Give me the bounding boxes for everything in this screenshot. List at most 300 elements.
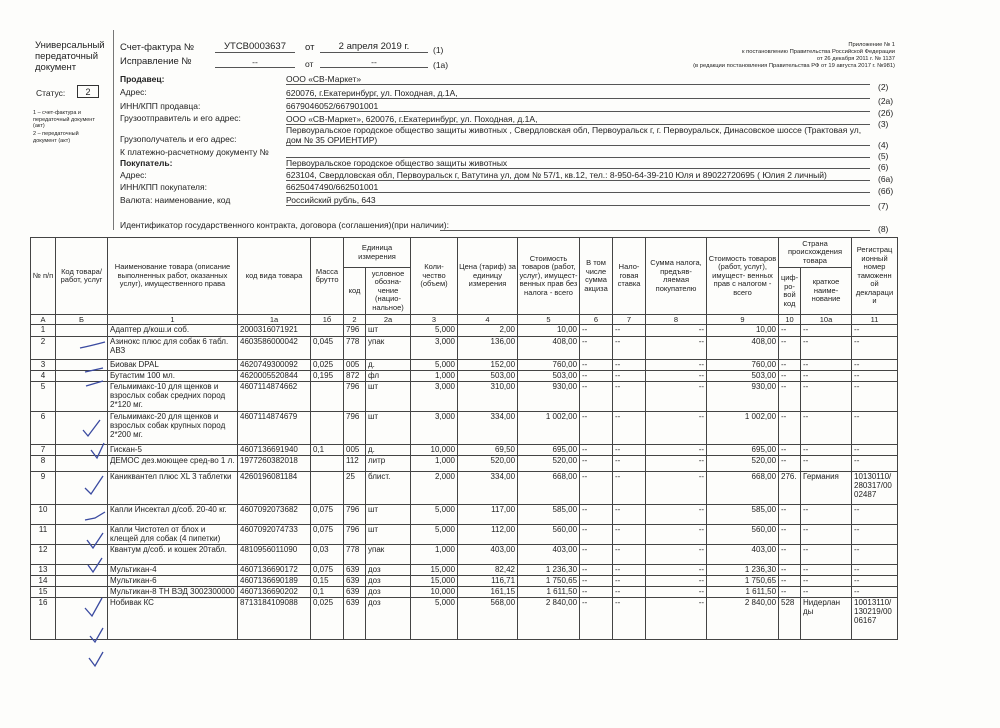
row-rate: -- bbox=[613, 360, 646, 371]
row-qty: 3,000 bbox=[411, 382, 458, 412]
correction-number: -- bbox=[215, 57, 295, 68]
shipper-label: Грузоотправитель и его адрес: bbox=[120, 113, 241, 123]
row-unit-name: шт bbox=[366, 525, 411, 545]
buyer-label: Покупатель: bbox=[120, 158, 173, 168]
buyer-value: Первоуральское городское общество защиты животных bbox=[286, 158, 870, 169]
row-cost: 1 750,65 bbox=[518, 576, 580, 587]
row-customs: -- bbox=[852, 576, 898, 587]
row-price: 69,50 bbox=[458, 445, 518, 456]
row-name: Квантум д/соб. и кошек 20табл. bbox=[108, 545, 238, 565]
row-number: 10 bbox=[31, 505, 56, 525]
row-total: 10,00 bbox=[707, 325, 779, 337]
seller-inn-label: ИНН/КПП продавца: bbox=[120, 101, 201, 111]
contract-label: Идентификатор государственного контракта, договора (соглашения)(при наличии): bbox=[120, 220, 449, 230]
table-row bbox=[31, 360, 898, 371]
row-country-code: -- bbox=[779, 382, 801, 412]
row-name: Гискан-5 bbox=[108, 445, 238, 456]
row-number: 13 bbox=[31, 565, 56, 576]
title-line-3: документ bbox=[35, 62, 77, 73]
row-gross bbox=[311, 456, 344, 472]
index-cell: 11 bbox=[852, 315, 898, 325]
row-country-name: -- bbox=[801, 360, 852, 371]
row-total: 585,00 bbox=[707, 505, 779, 525]
row-country-code: -- bbox=[779, 545, 801, 565]
row-kind: 4607114874662 bbox=[238, 382, 311, 412]
row-excise: -- bbox=[580, 472, 613, 505]
hdr-qty: Коли- чество (объем) bbox=[411, 238, 458, 315]
row-kind: 4607136691940 bbox=[238, 445, 311, 456]
row-excise: -- bbox=[580, 382, 613, 412]
row-unit-name: шт bbox=[366, 382, 411, 412]
row-unit-code: 778 bbox=[344, 545, 366, 565]
row-kind: 4260196081184 bbox=[238, 472, 311, 505]
status-note-1-line: (акт) bbox=[33, 123, 45, 129]
appendix-note bbox=[640, 42, 895, 70]
row-excise: -- bbox=[580, 505, 613, 525]
row-cost: 10,00 bbox=[518, 325, 580, 337]
row-name: Каниквантел плюс XL 3 таблетки bbox=[108, 472, 238, 505]
row-unit-name: доз bbox=[366, 565, 411, 576]
hdr-kind: код вида товара bbox=[238, 238, 311, 315]
seller-value: ООО «СВ-Маркет» bbox=[286, 74, 870, 85]
status-note-1-line: передаточный документ bbox=[33, 116, 95, 123]
row-gross: 0,075 bbox=[311, 525, 344, 545]
invoice-label: Счет-фактура № bbox=[120, 42, 195, 53]
row-qty: 15,000 bbox=[411, 565, 458, 576]
row-unit-name: литр bbox=[366, 456, 411, 472]
shipper-code: (3) bbox=[878, 119, 889, 129]
invoice-code: (1) bbox=[433, 45, 444, 55]
payment-doc-label: К платежно-расчетному документу № bbox=[120, 147, 269, 157]
row-unit-name: д. bbox=[366, 360, 411, 371]
row-country-name: Германия bbox=[801, 472, 852, 505]
row-name: Мультикан-8 ТН ВЭД 3002300000 bbox=[108, 587, 238, 598]
row-gross: 0,045 bbox=[311, 337, 344, 360]
row-total: 503,00 bbox=[707, 371, 779, 382]
status-note-2-line: 2 – передаточный bbox=[33, 131, 79, 137]
consignee-value: Первоуральское городское общество защиты животных , Свердловская обл, Первоуральск г, г. Первоуральск, Динасовское шоссе (Трактовая ул, дом № 35 ОРИЕНТИР) bbox=[286, 125, 870, 146]
row-unit-code: 872 bbox=[344, 371, 366, 382]
row-kind: 4607136690172 bbox=[238, 565, 311, 576]
buyer-inn-value: 6625047490/662501001 bbox=[286, 182, 870, 193]
hdr-country-name: краткое наиме- нование bbox=[801, 268, 852, 315]
row-cost: 408,00 bbox=[518, 337, 580, 360]
hdr-unit-group: Единица измерения bbox=[344, 238, 411, 268]
row-excise: -- bbox=[580, 445, 613, 456]
contract-code: (8) bbox=[878, 224, 889, 234]
row-code bbox=[56, 325, 108, 337]
row-customs: -- bbox=[852, 325, 898, 337]
row-country-code: -- bbox=[779, 525, 801, 545]
hdr-rate: Нало- говая ставка bbox=[613, 238, 646, 315]
table-row bbox=[31, 576, 898, 587]
document-title bbox=[35, 40, 115, 73]
index-cell: 7 bbox=[613, 315, 646, 325]
row-customs: 10130110/ 280317/00 02487 bbox=[852, 472, 898, 505]
row-rate: -- bbox=[613, 371, 646, 382]
row-customs: -- bbox=[852, 445, 898, 456]
table-row bbox=[31, 382, 898, 412]
row-rate: -- bbox=[613, 576, 646, 587]
table-row bbox=[31, 472, 898, 505]
row-number: 4 bbox=[31, 371, 56, 382]
row-qty: 5,000 bbox=[411, 325, 458, 337]
row-kind: 2000316071921 bbox=[238, 325, 311, 337]
row-qty: 5,000 bbox=[411, 505, 458, 525]
row-gross bbox=[311, 325, 344, 337]
row-cost: 1 002,00 bbox=[518, 412, 580, 445]
row-cost: 695,00 bbox=[518, 445, 580, 456]
row-unit-name: фл bbox=[366, 371, 411, 382]
row-country-name: -- bbox=[801, 412, 852, 445]
contract-value-line bbox=[440, 220, 870, 231]
row-unit-name: упак bbox=[366, 337, 411, 360]
row-unit-code: 112 bbox=[344, 456, 366, 472]
invoice-number: УТСВ0003637 bbox=[215, 42, 295, 53]
row-total: 668,00 bbox=[707, 472, 779, 505]
row-name: Гельмимакс-10 для щенков и взрослых собак средних пород 2*120 мг. bbox=[108, 382, 238, 412]
buyer-inn-label: ИНН/КПП покупателя: bbox=[120, 182, 207, 192]
row-kind: 4607092073682 bbox=[238, 505, 311, 525]
table-row bbox=[31, 587, 898, 598]
hdr-gross: Масса брутто bbox=[311, 238, 344, 315]
table-row bbox=[31, 445, 898, 456]
row-total: 760,00 bbox=[707, 360, 779, 371]
hdr-tax: Сумма налога, предъяв- ляемая покупателю bbox=[646, 238, 707, 315]
hdr-name: Наименование товара (описание выполненных работ, оказанных услуг), имущественного права bbox=[108, 238, 238, 315]
row-cost: 560,00 bbox=[518, 525, 580, 545]
row-total: 560,00 bbox=[707, 525, 779, 545]
row-price: 503,00 bbox=[458, 371, 518, 382]
table-row bbox=[31, 371, 898, 382]
row-qty: 1,000 bbox=[411, 545, 458, 565]
row-customs: -- bbox=[852, 505, 898, 525]
row-unit-code: 005 bbox=[344, 445, 366, 456]
goods-table bbox=[30, 237, 898, 640]
row-number: 9 bbox=[31, 472, 56, 505]
row-name: Азинокс плюс для собак 6 табл. АВЗ bbox=[108, 337, 238, 360]
row-price: 116,71 bbox=[458, 576, 518, 587]
title-line-1: Универсальный bbox=[35, 40, 105, 51]
row-qty: 5,000 bbox=[411, 598, 458, 640]
table-row bbox=[31, 337, 898, 360]
row-excise: -- bbox=[580, 412, 613, 445]
row-unit-code: 25 bbox=[344, 472, 366, 505]
row-gross bbox=[311, 472, 344, 505]
row-customs: -- bbox=[852, 565, 898, 576]
index-cell: Б bbox=[56, 315, 108, 325]
row-gross: 0,1 bbox=[311, 445, 344, 456]
row-qty: 1,000 bbox=[411, 456, 458, 472]
row-price: 520,00 bbox=[458, 456, 518, 472]
table-row bbox=[31, 565, 898, 576]
index-cell: 2 bbox=[344, 315, 366, 325]
row-unit-code: 796 bbox=[344, 325, 366, 337]
index-cell: А bbox=[31, 315, 56, 325]
status-value: 2 bbox=[77, 85, 99, 98]
row-total: 403,00 bbox=[707, 545, 779, 565]
index-cell: 9 bbox=[707, 315, 779, 325]
row-unit-code: 005 bbox=[344, 360, 366, 371]
row-name: Адаптер д/кош.и соб. bbox=[108, 325, 238, 337]
row-excise: -- bbox=[580, 360, 613, 371]
invoice-from-label: от bbox=[305, 42, 315, 53]
row-customs: -- bbox=[852, 360, 898, 371]
row-customs: -- bbox=[852, 525, 898, 545]
row-name: Капли Инсектал д/соб. 20-40 кг. bbox=[108, 505, 238, 525]
index-cell: 10 bbox=[779, 315, 801, 325]
row-unit-code: 796 bbox=[344, 505, 366, 525]
row-excise: -- bbox=[580, 325, 613, 337]
table-row bbox=[31, 598, 898, 640]
row-rate: -- bbox=[613, 382, 646, 412]
row-excise: -- bbox=[580, 545, 613, 565]
row-unit-code: 639 bbox=[344, 587, 366, 598]
row-rate: -- bbox=[613, 412, 646, 445]
row-name: Гельмимакс-20 для щенков и взрослых собак крупных пород 2*200 мг. bbox=[108, 412, 238, 445]
row-qty: 10,000 bbox=[411, 587, 458, 598]
row-kind: 4620005520844 bbox=[238, 371, 311, 382]
row-country-name: -- bbox=[801, 371, 852, 382]
correction-from-label: от bbox=[305, 59, 314, 69]
row-gross: 0,195 bbox=[311, 371, 344, 382]
row-kind: 1977260382018 bbox=[238, 456, 311, 472]
row-number: 12 bbox=[31, 545, 56, 565]
row-excise: -- bbox=[580, 525, 613, 545]
row-kind: 4620749300092 bbox=[238, 360, 311, 371]
seller-label: Продавец: bbox=[120, 74, 165, 84]
row-rate: -- bbox=[613, 456, 646, 472]
payment-doc-code: (5) bbox=[878, 151, 889, 161]
row-name: Мультикан-4 bbox=[108, 565, 238, 576]
currency-value: Российский рубль, 643 bbox=[286, 195, 870, 206]
row-country-name: -- bbox=[801, 337, 852, 360]
row-tax: -- bbox=[646, 545, 707, 565]
row-total: 695,00 bbox=[707, 445, 779, 456]
row-customs: 10013110/ 130219/00 06167 bbox=[852, 598, 898, 640]
row-tax: -- bbox=[646, 472, 707, 505]
table-row bbox=[31, 505, 898, 525]
row-unit-name: шт bbox=[366, 325, 411, 337]
seller-address-code: (2а) bbox=[878, 96, 894, 106]
hdr-code: Код товара/ работ, услуг bbox=[56, 238, 108, 315]
row-unit-name: упак bbox=[366, 545, 411, 565]
row-rate: -- bbox=[613, 587, 646, 598]
hdr-country-group: Страна происхождения товара bbox=[779, 238, 852, 268]
buyer-code: (6) bbox=[878, 162, 889, 172]
row-gross: 0,025 bbox=[311, 598, 344, 640]
row-total: 930,00 bbox=[707, 382, 779, 412]
index-cell: 5 bbox=[518, 315, 580, 325]
row-unit-name: д. bbox=[366, 445, 411, 456]
index-cell: 10а bbox=[801, 315, 852, 325]
row-qty: 1,000 bbox=[411, 371, 458, 382]
currency-code: (7) bbox=[878, 201, 889, 211]
row-rate: -- bbox=[613, 445, 646, 456]
row-tax: -- bbox=[646, 337, 707, 360]
row-name: Нобивак КС bbox=[108, 598, 238, 640]
row-cost: 520,00 bbox=[518, 456, 580, 472]
row-gross: 0,1 bbox=[311, 587, 344, 598]
appendix-line: к постановлению Правительства Российской Федерации bbox=[742, 49, 895, 55]
row-number: 16 bbox=[31, 598, 56, 640]
status-note-1 bbox=[33, 110, 113, 130]
row-number: 7 bbox=[31, 445, 56, 456]
row-kind: 4607136690189 bbox=[238, 576, 311, 587]
row-cost: 2 840,00 bbox=[518, 598, 580, 640]
appendix-line: (в редакции постановления Правительства РФ от 19 августа 2017 г. №981) bbox=[693, 63, 895, 69]
table-row bbox=[31, 525, 898, 545]
row-qty: 5,000 bbox=[411, 525, 458, 545]
row-unit-code: 639 bbox=[344, 576, 366, 587]
row-price: 334,00 bbox=[458, 412, 518, 445]
correction-date: -- bbox=[320, 57, 428, 68]
table-row bbox=[31, 545, 898, 565]
row-tax: -- bbox=[646, 371, 707, 382]
appendix-line: от 26 декабря 2011 г. № 1137 bbox=[816, 56, 895, 62]
row-qty: 5,000 bbox=[411, 360, 458, 371]
row-cost: 1 236,30 bbox=[518, 565, 580, 576]
row-rate: -- bbox=[613, 598, 646, 640]
row-tax: -- bbox=[646, 360, 707, 371]
row-customs: -- bbox=[852, 412, 898, 445]
row-unit-code: 796 bbox=[344, 412, 366, 445]
hdr-cost: Стоимость товаров (работ, услуг), имущест- венных прав без налога - всего bbox=[518, 238, 580, 315]
hdr-total: Стоимость товаров (работ, услуг), имущест- венных прав с налогом - всего bbox=[707, 238, 779, 315]
row-total: 1 236,30 bbox=[707, 565, 779, 576]
row-total: 1 002,00 bbox=[707, 412, 779, 445]
row-unit-name: блист. bbox=[366, 472, 411, 505]
consignee-code: (4) bbox=[878, 140, 889, 150]
row-country-name: -- bbox=[801, 505, 852, 525]
row-excise: -- bbox=[580, 598, 613, 640]
row-country-code: -- bbox=[779, 456, 801, 472]
row-unit-code: 639 bbox=[344, 598, 366, 640]
index-cell: 1б bbox=[311, 315, 344, 325]
row-unit-name: доз bbox=[366, 598, 411, 640]
row-rate: -- bbox=[613, 325, 646, 337]
index-cell: 4 bbox=[458, 315, 518, 325]
row-tax: -- bbox=[646, 576, 707, 587]
status-note-2-line: документ (акт) bbox=[33, 137, 71, 144]
row-country-code: -- bbox=[779, 565, 801, 576]
index-cell: 1а bbox=[238, 315, 311, 325]
row-kind: 4607114874679 bbox=[238, 412, 311, 445]
buyer-address-code: (6а) bbox=[878, 174, 894, 184]
row-price: 2,00 bbox=[458, 325, 518, 337]
row-gross: 0,075 bbox=[311, 565, 344, 576]
row-price: 136,00 bbox=[458, 337, 518, 360]
row-name: Капли Чистотел от блох и клещей для собак (4 пипетки) bbox=[108, 525, 238, 545]
row-country-code: 528 bbox=[779, 598, 801, 640]
row-tax: -- bbox=[646, 565, 707, 576]
row-excise: -- bbox=[580, 371, 613, 382]
row-rate: -- bbox=[613, 337, 646, 360]
row-price: 568,00 bbox=[458, 598, 518, 640]
row-country-name: -- bbox=[801, 445, 852, 456]
row-rate: -- bbox=[613, 472, 646, 505]
row-tax: -- bbox=[646, 325, 707, 337]
row-customs: -- bbox=[852, 545, 898, 565]
row-kind: 4810956011090 bbox=[238, 545, 311, 565]
row-gross: 0,03 bbox=[311, 545, 344, 565]
row-unit-code: 796 bbox=[344, 382, 366, 412]
table-row bbox=[31, 325, 898, 337]
row-price: 152,00 bbox=[458, 360, 518, 371]
row-number: 2 bbox=[31, 337, 56, 360]
row-qty: 10,000 bbox=[411, 445, 458, 456]
row-qty: 15,000 bbox=[411, 576, 458, 587]
buyer-address-label: Адрес: bbox=[120, 170, 147, 180]
seller-inn-code: (2б) bbox=[878, 108, 894, 118]
currency-label: Валюта: наименование, код bbox=[120, 195, 231, 205]
status-note-1-line: 1 – счет-фактура и bbox=[33, 110, 81, 116]
row-name: Биовак DPAL bbox=[108, 360, 238, 371]
hdr-country-code: циф- ро- вой код bbox=[779, 268, 801, 315]
row-unit-name: доз bbox=[366, 587, 411, 598]
row-tax: -- bbox=[646, 456, 707, 472]
row-country-code: -- bbox=[779, 412, 801, 445]
row-number: 6 bbox=[31, 412, 56, 445]
row-number: 14 bbox=[31, 576, 56, 587]
row-tax: -- bbox=[646, 598, 707, 640]
hdr-price: Цена (тариф) за единицу измерения bbox=[458, 238, 518, 315]
table-body bbox=[31, 325, 898, 640]
row-country-code: -- bbox=[779, 337, 801, 360]
title-line-2: передаточный bbox=[35, 51, 99, 62]
buyer-inn-code: (6б) bbox=[878, 186, 894, 196]
row-kind: 8713184109088 bbox=[238, 598, 311, 640]
row-country-name: -- bbox=[801, 587, 852, 598]
row-cost: 503,00 bbox=[518, 371, 580, 382]
row-country-name: -- bbox=[801, 382, 852, 412]
row-name: ДЕМОС дез.моющее сред-во 1 л. bbox=[108, 456, 238, 472]
row-unit-code: 778 bbox=[344, 337, 366, 360]
row-country-name: Нидерлан ды bbox=[801, 598, 852, 640]
row-tax: -- bbox=[646, 505, 707, 525]
row-country-code: -- bbox=[779, 360, 801, 371]
hdr-no: № п/п bbox=[31, 238, 56, 315]
consignee-label: Грузополучатель и его адрес: bbox=[120, 134, 237, 144]
row-customs: -- bbox=[852, 371, 898, 382]
row-cost: 930,00 bbox=[518, 382, 580, 412]
appendix-line: Приложение № 1 bbox=[848, 42, 895, 48]
row-excise: -- bbox=[580, 565, 613, 576]
row-country-code: -- bbox=[779, 371, 801, 382]
correction-code: (1а) bbox=[433, 60, 449, 70]
row-gross bbox=[311, 382, 344, 412]
row-cost: 668,00 bbox=[518, 472, 580, 505]
row-kind: 4607092074733 bbox=[238, 525, 311, 545]
row-number: 8 bbox=[31, 456, 56, 472]
row-rate: -- bbox=[613, 545, 646, 565]
hdr-unit-name: условное обозна- чение (нацио- нальное) bbox=[366, 268, 411, 315]
row-excise: -- bbox=[580, 337, 613, 360]
row-kind: 4603586000042 bbox=[238, 337, 311, 360]
row-number: 11 bbox=[31, 525, 56, 545]
row-tax: -- bbox=[646, 382, 707, 412]
row-total: 2 840,00 bbox=[707, 598, 779, 640]
row-unit-name: доз bbox=[366, 576, 411, 587]
row-gross: 0,15 bbox=[311, 576, 344, 587]
row-price: 403,00 bbox=[458, 545, 518, 565]
row-country-code: -- bbox=[779, 505, 801, 525]
row-country-code: -- bbox=[779, 587, 801, 598]
row-cost: 760,00 bbox=[518, 360, 580, 371]
row-excise: -- bbox=[580, 456, 613, 472]
row-price: 310,00 bbox=[458, 382, 518, 412]
index-cell: 3 bbox=[411, 315, 458, 325]
